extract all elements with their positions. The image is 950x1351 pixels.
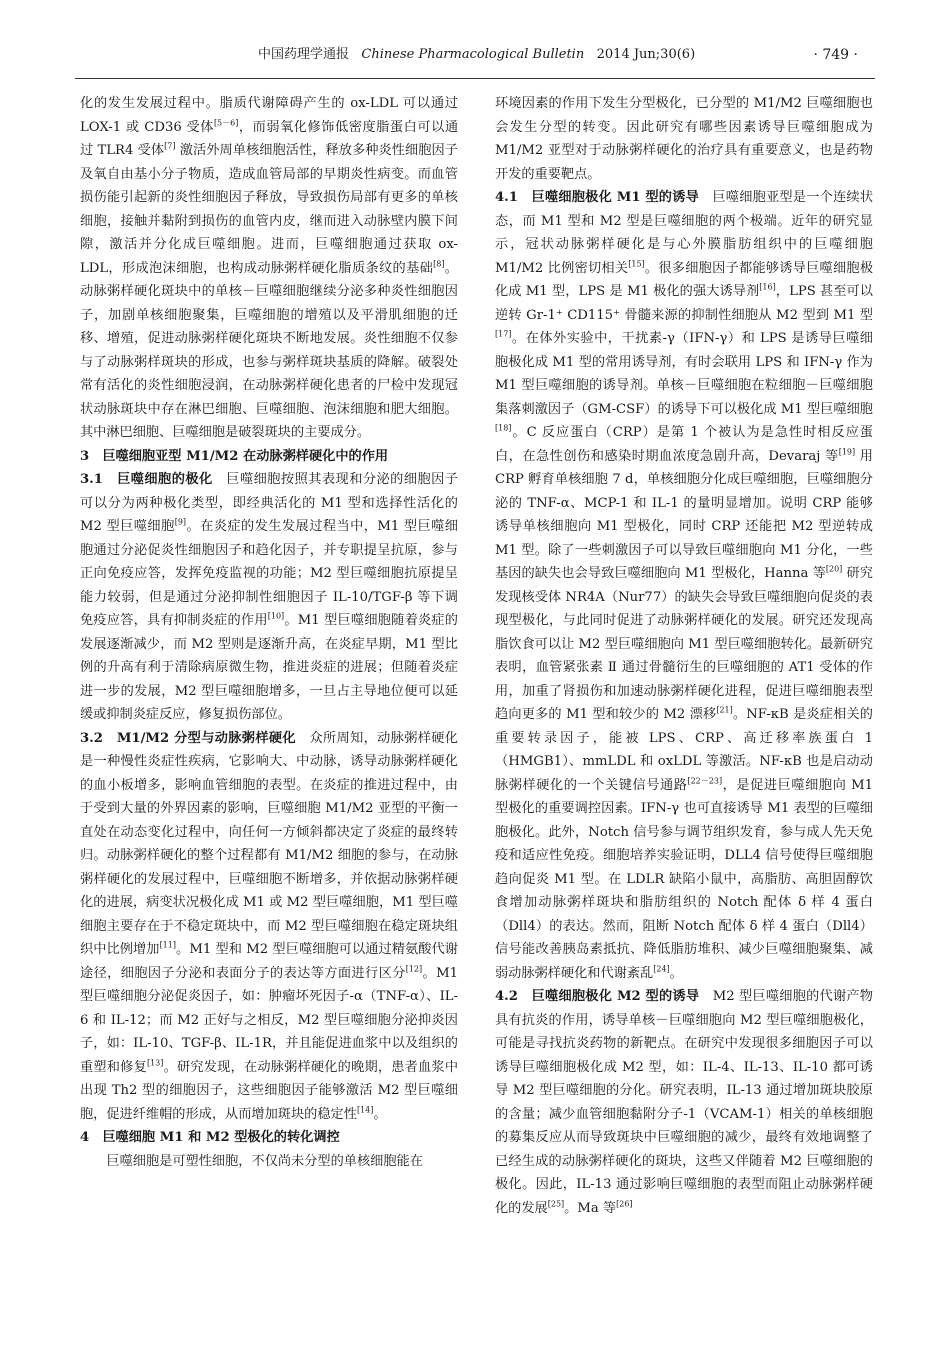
citation-ref: [8] (433, 259, 445, 269)
citation-ref: [25] (547, 1199, 565, 1209)
journal-citation (258, 44, 695, 66)
citation-ref: [20] (825, 564, 843, 574)
right-column (495, 92, 873, 1220)
citation-ref: [19] (838, 447, 856, 457)
citation-ref: [21] (716, 705, 733, 715)
section-heading-3: 3 巨噬细胞亚型 M1/M2 在动脉粥样硬化中的作用 (80, 448, 389, 464)
journal-title-en: Chinese Pharmacological Bulletin (361, 47, 585, 62)
citation-ref: [13] (146, 1058, 164, 1068)
journal-issue: 2014 Jun;30(6) (596, 47, 696, 62)
citation-ref: [7] (164, 141, 176, 151)
paragraph: 化的发生发展过程中。脂质代谢障碍产生的 ox-LDL 可以通过 LOX-1 或 CD36 受体[5－6]，而弱氧化修饰低密度脂蛋白可以通过 TLR4 受体[7] 激活外周单核细胞活性，释放多种炎性细胞因子及氧自由基小分子物质，造成血管局部的早期炎性病变。而血管损伤能引起新的炎性细胞因子释放，导致损伤局部有更多的单核细胞，接触并黏附到损伤的血管内皮，继而进入动脉壁内膜下间隙，激活并分化成巨噬细胞。进而，巨噬细胞通过获取 ox-LDL，形成泡沫细胞，也构成动脉粥样硬化脂质条纹的基础[8]。动脉粥样硬化斑块中的单核－巨噬细胞继续分泌多种炎性细胞因子，加剧单核细胞聚集，巨噬细胞的增殖以及平滑肌细胞的迁移、增殖，促进动脉粥样硬化斑块不断地发展。炎性细胞不仅参与了动脉粥样斑块的形成，也参与粥样斑块基质的降解。破裂处常有活化的炎性细胞浸润，在动脉粥样硬化患者的尸检中发现冠状动脉斑块中存在淋巴细胞、巨噬细胞、泡沫细胞和肥大细胞。其中淋巴细胞、巨噬细胞是破裂斑块的主要成分。 (80, 96, 459, 440)
paragraph-4-1: 4.1 巨噬细胞极化 M1 型的诱导 巨噬细胞亚型是一个连续状态，而 M1 型和 M2 型是巨噬细胞的两个极端。近年的研究显示，冠状动脉粥样硬化是与心外膜脂肪组织中的巨噬细胞 M1/M2 比例密切相关[15]。很多细胞因子都能够诱导巨噬细胞极化成 M1 型，LPS 是 M1 极化的强大诱导剂[16]，LPS 甚至可以逆转 Gr-1⁺ CD115⁺ 骨髓来源的抑制性细胞从 M2 型到 M1 型[17]。在体外实验中，干扰素-γ（IFN-γ）和 LPS 是诱导巨噬细胞极化成 M1 型的常用诱导剂，有时会联用 LPS 和 IFN-γ 作为 M1 型巨噬细胞的诱导剂。单核－巨噬细胞在粒细胞－巨噬细胞集落刺激因子（GM-CSF）的诱导下可以极化成 M1 型巨噬细胞[18]。C 反应蛋白（CRP）是第 1 个被认为是急性时相反应蛋白，在急性创伤和感染时期血浓度急剧升高，Devaraj 等[19] 用 CRP 孵育单核细胞 7 d，单核细胞分化成巨噬细胞，巨噬细胞分泌的 TNF-α、MCP-1 和 IL-1 的量明显增加。说明 CRP 能够诱导单核细胞向 M1 型极化，同时 CRP 还能把 M2 型逆转成 M1 型。除了一些刺激因子可以导致巨噬细胞向 M1 分化，一些基因的缺失也会导致巨噬细胞向 M1 型极化，Hanna 等[20] 研究发现核受体 NR4A（Nur77）的缺失会导致巨噬细胞向促炎的表现型极化，与此同时促进了动脉粥样硬化的发展。研究还发现高脂饮食可以让 M2 型巨噬细胞向 M1 型巨噬细胞转化。最新研究表明，血管紧张素 Ⅱ 通过骨髓衍生的巨噬细胞的 AT1 受体的作用，加重了肾损伤和加速动脉粥样硬化进程，促进巨噬细胞表型趋向更多的 M1 型和较少的 M2 漂移[21]。NF-κB 是炎症相关的重要转录因子，能被 LPS、CRP、高迁移率族蛋白 1（HMGB1）、mmLDL 和 oxLDL 等激活。NF-κB 也是启动动脉粥样硬化的一个关键信号通路[22－23]，是促进巨噬细胞向 M1 型极化的重要调控因素。IFN-γ 也可直接诱导 M1 表型的巨噬细胞极化。此外，Notch 信号参与调节组织发育，参与成人先天免疫和适应性免疫。细胞培养实验证明，DLL4 信号使得巨噬细胞趋向促炎 M1 型。在 LDLR 缺陷小鼠中，高脂肪、高胆固醇饮食增加动脉粥样斑块和脂肪组织的 Notch 配体 δ 样 4 蛋白（Dll4）的表达。然而，阻断 Notch 配体 δ 样 4 蛋白（Dll4）信号能改善胰岛素抵抗、降低脂肪堆积、减少巨噬细胞聚集、减弱动脉粥样硬化和代谢紊乱[24]。 (495, 190, 874, 981)
citation-ref: [22－23] (687, 776, 723, 786)
subheading-3-1: 3.1 巨噬细胞的极化 (80, 472, 213, 487)
page-number: · 749 · (813, 47, 858, 63)
citation-ref: [16] (759, 282, 776, 292)
citation-ref: [26] (616, 1199, 633, 1209)
citation-ref: [12] (405, 964, 423, 974)
paragraph: 巨噬细胞是可塑性细胞，不仅尚未分型的单核细胞能在 (106, 1153, 423, 1169)
running-header (0, 44, 950, 66)
paragraph: 环境因素的作用下发生分型极化，已分型的 M1/M2 巨噬细胞也会发生分型的转变。因此研究有哪些因素诱导巨噬细胞成为 M1/M2 亚型对于动脉粥样硬化的治疗具有重要意义，也是药物开发的重要靶点。 (495, 96, 873, 182)
citation-ref: [14] (356, 1105, 374, 1115)
citation-ref: [10] (267, 611, 285, 621)
citation-ref: [17] (495, 329, 512, 339)
header-rule (75, 78, 875, 79)
paragraph-3-2: 3.2 M1/M2 分型与动脉粥样硬化 众所周知，动脉粥样硬化是一种慢性炎症性疾病，它影响大、中动脉，诱导动脉粥样硬化的血小板增多，影响血管细胞的表型。在炎症的推进过程中，由于受到大量的外界因素的影响，巨噬细胞 M1/M2 亚型的平衡一直处在动态变化过程中，向任何一方倾斜都决定了炎症的最终转归。动脉粥样硬化的整个过程都有 M1/M2 细胞的参与，在动脉粥样硬化的发展过程中，巨噬细胞不断增多，并依据动脉粥样硬化的进展，病变状况极化成 M1 或 M2 型巨噬细胞，M1 型巨噬细胞主要存在于不稳定斑块中，而 M2 型巨噬细胞在稳定斑块组织中比例增加[11]。M1 型和 M2 型巨噬细胞可以通过精氨酸代谢途径，细胞因子分泌和表面分子的表达等方面进行区分[12]。M1 型巨噬细胞分泌促炎因子，如：肿瘤坏死因子-α（TNF-α）、IL-6 和 IL-12；而 M2 正好与之相反，M2 型巨噬细胞分泌抑炎因子，如：IL-10、TGF-β、IL-1R，并且能促进血浆中以及组织的重塑和修复[13]。研究发现，在动脉粥样硬化的晚期，患者血浆中出现 Th2 型的细胞因子，这些细胞因子能够激活 M2 型巨噬细胞，促进纤维帽的形成，从而增加斑块的稳定性[14]。 (80, 730, 459, 1122)
citation-ref: [9] (174, 517, 187, 527)
left-column (80, 92, 458, 1173)
paragraph-4-2: 4.2 巨噬细胞极化 M2 型的诱导 M2 型巨噬细胞的代谢产物具有抗炎的作用，诱导单核－巨噬细胞向 M2 型巨噬细胞极化，可能是寻找抗炎药物的新靶点。在研究中发现很多细胞因子可以诱导巨噬细胞极化成 M2 型，如：IL-4、IL-13、IL-10 都可诱导 M2 型巨噬细胞的分化。研究表明，IL-13 通过增加斑块胶原的含量；减少血管细胞黏附分子-1（VCAM-1）相关的单核细胞的募集反应从而导致斑块中巨噬细胞的减少，最终有效地调整了已经生成的动脉粥样硬化的斑块，这些又伴随着 M2 巨噬细胞的极化。因此，IL-13 通过影响巨噬细胞的表型而阻止动脉粥样硬化的发展[25]。Ma 等[26] (495, 989, 873, 1216)
subheading-4-2: 4.2 巨噬细胞极化 M2 型的诱导 (495, 989, 700, 1004)
journal-title-cn: 中国药理学通报 (258, 47, 350, 62)
citation-ref: [24] (653, 964, 670, 974)
citation-ref: [15] (628, 259, 645, 269)
citation-ref: [11] (159, 940, 176, 950)
subheading-4-1: 4.1 巨噬细胞极化 M1 型的诱导 (495, 190, 699, 205)
paragraph-3-1: 3.1 巨噬细胞的极化 巨噬细胞按照其表现和分泌的细胞因子可以分为两种极化类型，即经典活化的 M1 型和选择性活化的 M2 型巨噬细胞[9]。在炎症的发生发展过程当中，M1 型巨噬细胞通过分泌促炎性细胞因子和趋化因子，并专职提呈抗原，参与正向免疫应答，发挥免疫监视的功能；M2 型巨噬细胞抗原提呈能力较弱，但是通过分泌抑制性细胞因子 IL-10/TGF-β 等下调免疫应答，具有抑制炎症的作用[10]。M1 型巨噬细胞随着炎症的发展逐渐减少，而 M2 型则是逐渐升高，在炎症早期，M1 型比例的升高有利于清除病原微生物，推进炎症的进展；但随着炎症进一步的发展，M2 型巨噬细胞增多，一旦占主导地位便可以延缓或抑制炎症反应，修复损伤部位。 (80, 472, 458, 722)
subheading-3-2: 3.2 M1/M2 分型与动脉粥样硬化 (80, 730, 296, 746)
citation-ref: [18] (495, 423, 512, 433)
citation-ref: [5－6] (213, 118, 239, 128)
section-heading-4: 4 巨噬细胞 M1 和 M2 型极化的转化调控 (80, 1130, 340, 1145)
